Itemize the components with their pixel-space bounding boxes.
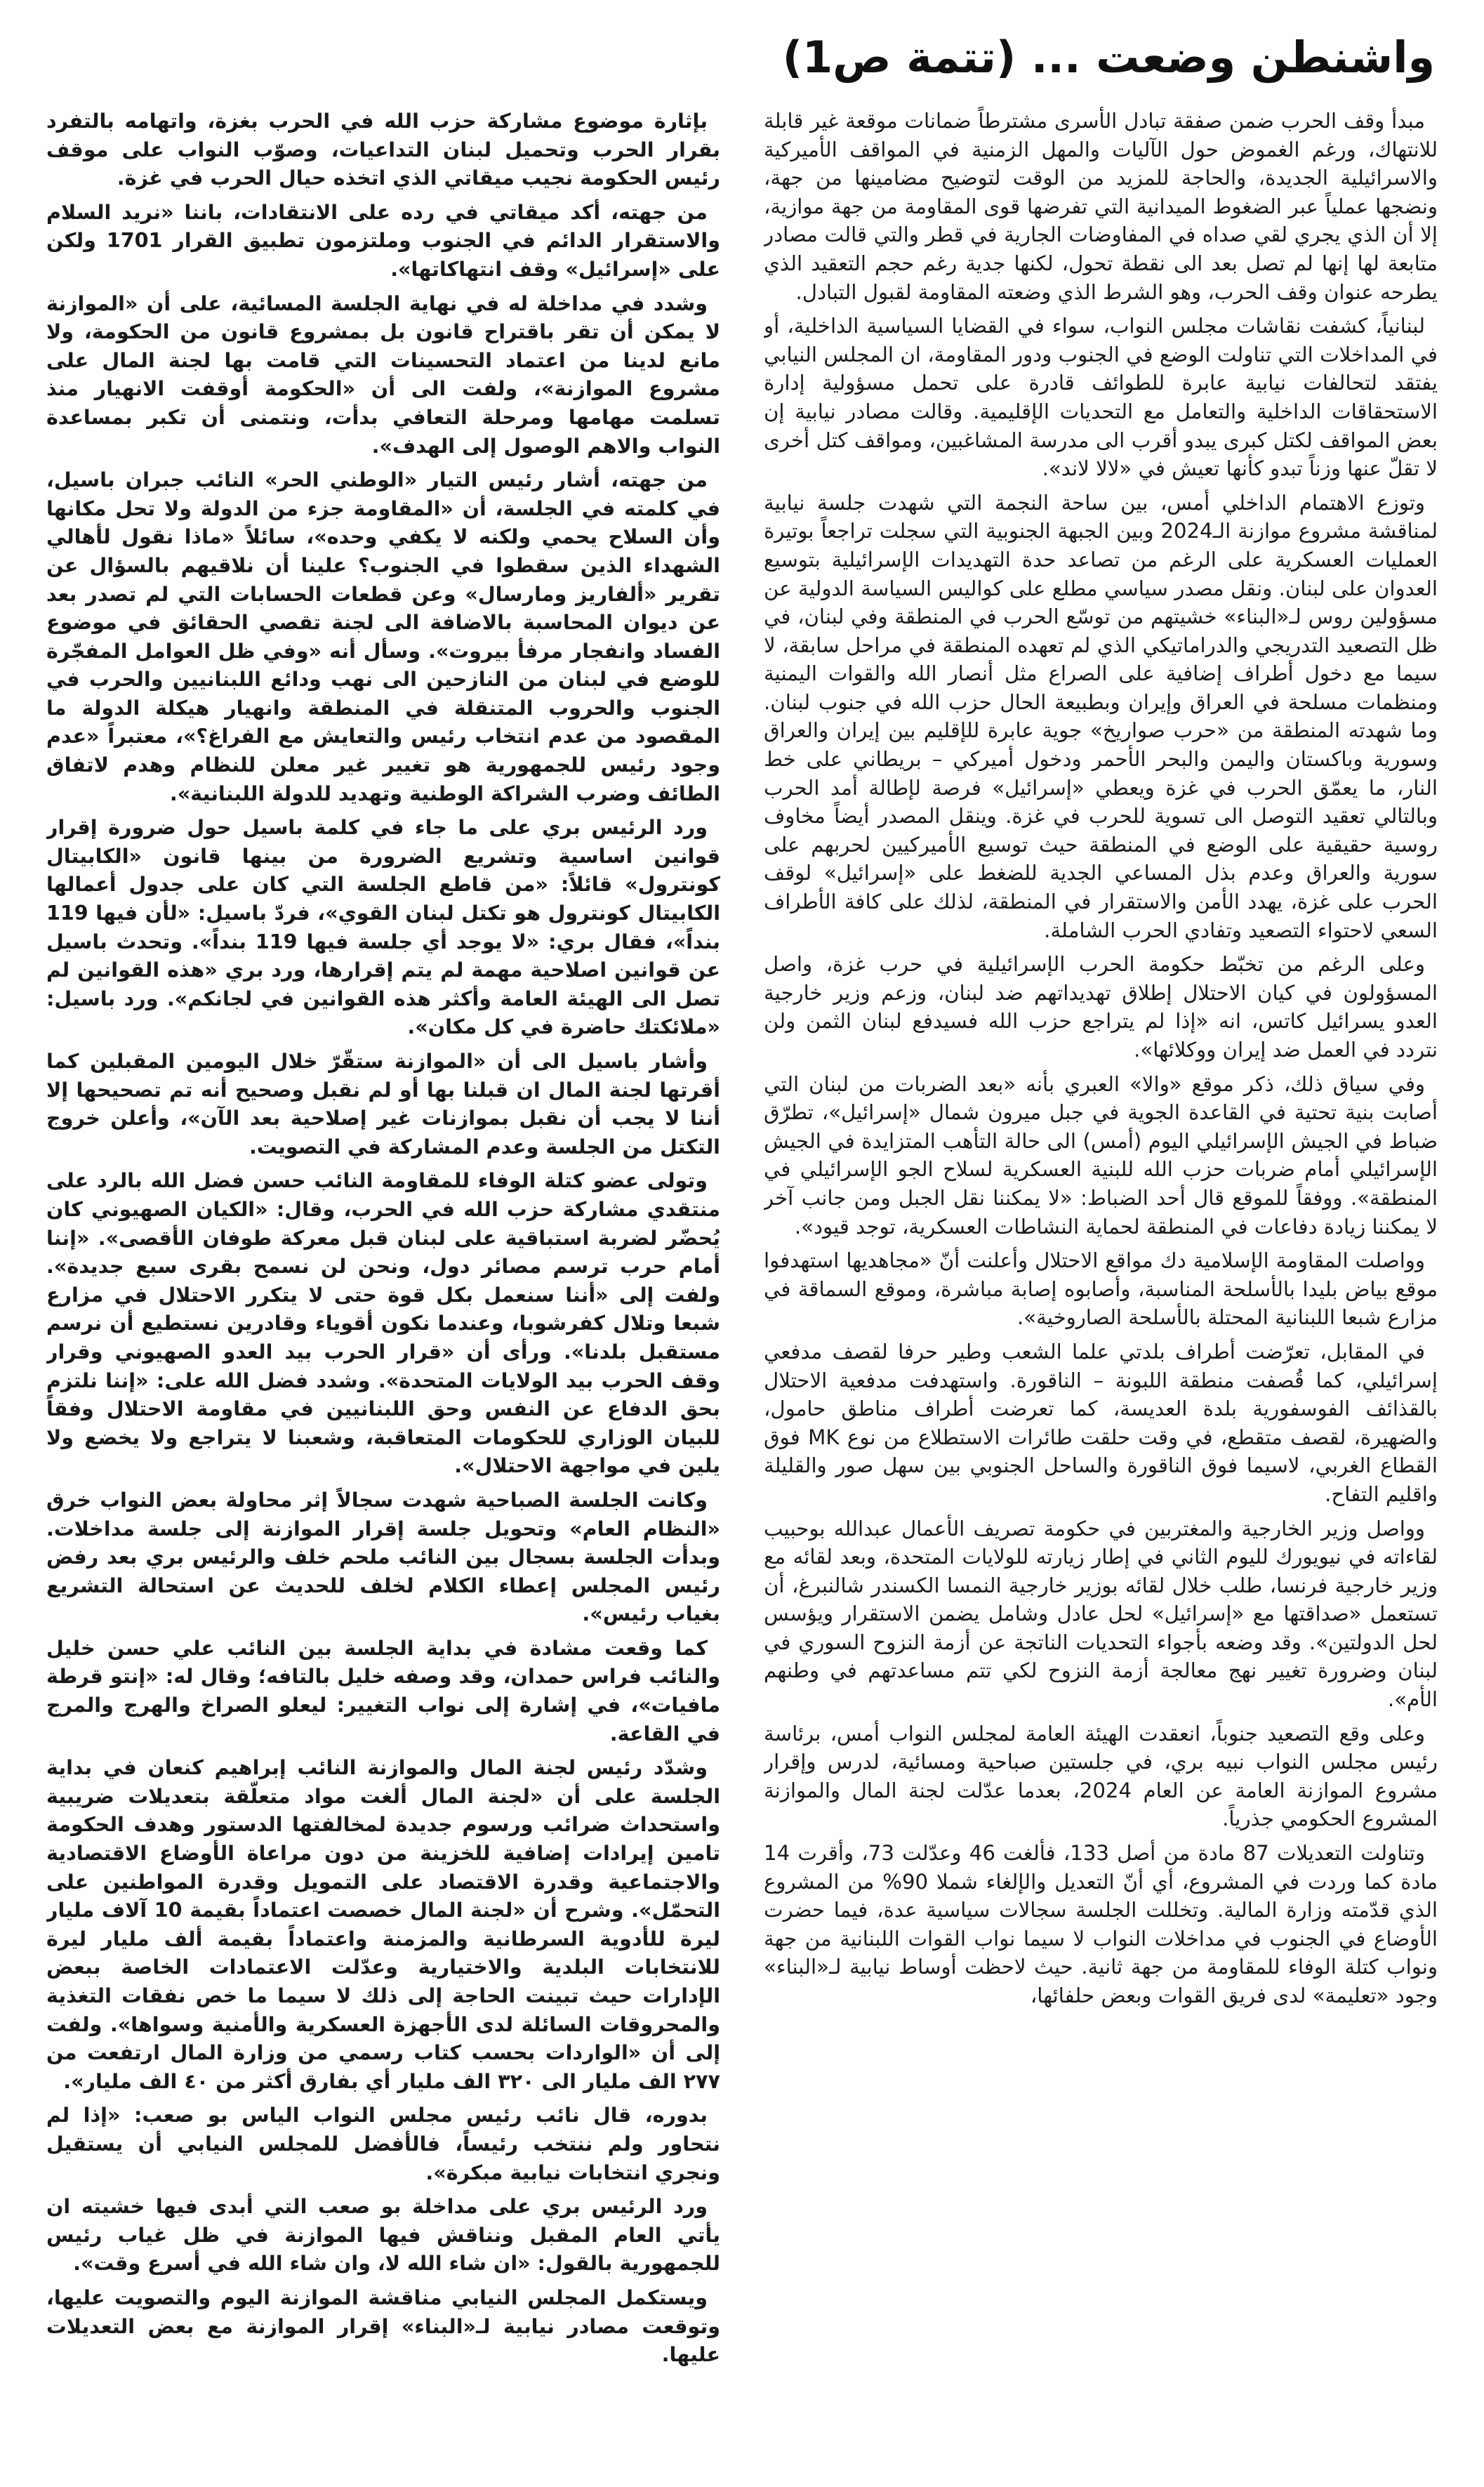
paragraph: وشدّد رئيس لجنة المال والموازنة النائب إبراهيم كنعان في بداية الجلسة على أن «لجنة المال ألغت مواد متعلّقة بتعديلات ضريبية واستحداث ضرائب ورسوم جديدة لمخالفتها الدستور وهدف الحكومة تامين إيرادات إضافية للخزينة من دون مراعاة الأوضاع الاقتصادية والاجتماعية وقدرة الاقتصاد على التمويل وقدرة المواطنين على التحمّل». وشرح أن «لجنة المال خصصت اعتماداً بقيمة 10 آلاف مليار ليرة للأدوية السرطانية والمزمنة واعتماداً بقيمة ألف مليار ليرة للانتخابات البلدية والاختيارية وعدّلت الاعتمادات الخاصة ببعض الإدارات حيث تبينت الحاجة إلى ذلك لا سيما ما خص نفقات التغذية والمحروقات السائلة لدى الأجهزة العسكرية والأمنية وسواها». ولفت إلى أن «الواردات بحسب كتاب رسمي من وزارة المال ارتفعت من ٢٧٧ الف مليار الى ٣٢٠ الف مليار أي بفارق أكثر من ٤٠ الف مليار». (46, 1755, 720, 2093)
paragraph: وشدد في مداخلة له في نهاية الجلسة المسائية، على أن «الموازنة لا يمكن أن تقر باقتراح قانون بل بمشروع قانون من الحكومة، ولا مانع لدينا من اعتماد التحسينات التي قامت بها لجنة المال على مشروع الموازنة»، ولفت الى أن «الحكومة أوقفت الانهيار منذ تسلمت مهامها ومرحلة التعافي بدأت، ونتمنى أن تكبر بمساعدة النواب والاهم الوصول إلى الهدف». (46, 291, 720, 458)
paragraph: وكانت الجلسة الصباحية شهدت سجالاً إثر محاولة بعض النواب خرق «النظام العام» وتحويل جلسة إقرار الموازنة إلى جلسة مداخلات. وبدأت الجلسة بسجال بين النائب ملحم خلف والرئيس بري بعد رفض رئيس المجلس إعطاء الكلام لخلف للحديث عن استحالة التشريع بغياب رئيس». (46, 1487, 720, 1626)
paragraph: وتولى عضو كتلة الوفاء للمقاومة النائب حسن فضل الله بالرد على منتقدي مشاركة حزب الله في الحرب، وقال: «الكيان الصهيوني كان يُحضّر لضربة استباقية على لبنان قبل معركة طوفان الأقصى». «إننا أمام حرب ترسم مصائر دول، ونحن لن نسمح بقرى سبع جديدة». ولفت إلى «أننا سنعمل بكل قوة حتى لا يتكرر الاحتلال في مزارع شبعا وتلال كفرشوبا، وعندما نكون أقوياء وقادرين نستطيع أن نرسم مستقبل بلدنا». ورأى أن «قرار الحرب بيد العدو الصهيوني وقرار وقف الحرب بيد الولايات المتحدة». وشدد فضل الله على: «إننا نلتزم بحق الدفاع عن النفس وحق اللبنانيين في مقاومة الاحتلال وفقاً للبيان الوزاري للحكومات المتعاقبة، وشعبنا لا يتراجع ولا يخضع ولا يلين في مواجهة الاحتلال». (46, 1168, 720, 1478)
left-column (46, 107, 720, 2466)
paragraph: وواصل وزير الخارجية والمغتربين في حكومة تصريف الأعمال عبدالله بوحبيب لقاءاته في نيويورك لليوم الثاني في إطار زيارته للولايات المتحدة، وبعد لقائه مع وزير خارجية فرنسا، طلب خلال لقائه بوزير خارجية النمسا الكسندر شالنبرغ، أن تستعمل «صداقتها مع «إسرائيل» لحل عادل وشامل يضمن الاستقرار ويؤسس لحل الدولتين». وقد وضعه بأجواء التحديات الناتجة عن أزمة النزوح السوري في لبنان وضرورة تغيير نهج معالجة أزمة النزوح لكي تتم مساعدتهم في وطنهم الأم». (764, 1516, 1438, 1712)
paragraph: وأشار باسيل الى أن «الموازنة ستقّرّ خلال اليومين المقبلين كما أقرتها لجنة المال ان قبلنا بها أو لم نقبل وصحيح أنه تم تصحيحها إلا أننا لا يجب أن نقبل بموازنات غير إصلاحية بعد الآن»، وأعلن خروج التكتل من الجلسة وعدم المشاركة في التصويت. (46, 1049, 720, 1159)
paragraph: بإثارة موضوع مشاركة حزب الله في الحرب بغزة، واتهامه بالتفرد بقرار الحرب وتحميل لبنان التداعيات، وصوّب النواب على موقف رئيس الحكومة نجيب ميقاتي الذي اتخذه حيال الحرب في غزة. (46, 109, 720, 190)
paragraph: ويستكمل المجلس النيابي مناقشة الموازنة اليوم والتصويت عليها، وتوقعت مصادر نيابية لـ«البناء» إقرار الموازنة مع بعض التعديلات عليها. (46, 2285, 720, 2367)
article-headline: واشنطن وضعت ... (تتمة ص1) (782, 32, 1435, 83)
article-columns (46, 107, 1438, 2466)
paragraph: وفي سياق ذلك، ذكر موقع «والا» العبري بأنه «بعد الضربات من لبنان التي أصابت بنية تحتية في القاعدة الجوية في جبل ميرون شمال «إسرائيل»، تطرّق ضباط في الجيش الإسرائيلي اليوم (أمس) الى حالة التأهب المتزايدة في الجيش الإسرائيلي أمام ضربات حزب الله للبنية العسكرية لسلاح الجو الإسرائيلي في المنطقة». ووفقاً للموقع قال أحد الضباط: «لا يمكننا نقل الجبل ومن جانب آخر لا يمكننا زيادة دفاعات في المنطقة لحماية النشاطات العسكرية، توجد قيود». (764, 1071, 1438, 1239)
paragraph: من جهته، أكد ميقاتي في رده على الانتقادات، باننا «نريد السلام والاستقرار الدائم في الجنوب وملتزمون تطبيق القرار 1701 ولكن على «إسرائيل» وقف انتهاكاتها». (46, 199, 720, 281)
paragraph: وتناولت التعديلات 87 مادة من أصل 133، فألغت 46 وعدّلت 73، وأقرت 14 مادة كما وردت في المشروع، أي أنّ التعديل والإلغاء شملا 90% من المشروع الذي قدّمته وزارة المالية. وتخللت الجلسة سجالات سياسية عدة، فيما حضرت الأوضاع في الجنوب في مداخلات النواب لا سيما نواب القوات اللبنانية من جهة ونواب كتلة الوفاء للمقاومة من جهة ثانية. حيث لاحظت أوساط نيابية لـ«البناء» وجود «تعليمة» لدى فريق القوات وبعض حلفائها، (764, 1841, 1438, 2007)
right-column (764, 107, 1438, 2466)
paragraph: لبنانياً، كشفت نقاشات مجلس النواب، سواء في القضايا السياسية الداخلية، أو في المداخلات التي تناولت الوضع في الجنوب ودور المقاومة، ان المجلس النيابي يفتقد لتحالفات نيابية عابرة للطوائف قادرة على تحمل مسؤولية إدارة الاستحقاقات الداخلية والتعامل مع التحديات الإقليمية. وقالت مصادر نيابية إن بعض المواقف لكتل كبرى يبدو أقرب الى مدرسة المشاغبين، ومواقف كتل أخرى لا تقلّ عنها وزناً تبدو كأنها تعيش في «لالا لاند». (764, 314, 1438, 481)
paragraph: ورد الرئيس بري على ما جاء في كلمة باسيل حول ضرورة إقرار قوانين اساسية وتشريع الضرورة من بينها قانون «الكابيتال كونترول» قائلاً: «من قاطع الجلسة التي كان على جدول أعمالها الكابيتال كونترول هو تكتل لبنان القوي»، فردّ باسيل: «لأن فيها 119 بنداً»، فقال بري: «لا يوجد أي جلسة فيها 119 بنداً». وتحدث باسيل عن قوانين اصلاحية مهمة لم يتم إقرارها، ورد بري «هذه القوانين لم تصل الى الهيئة العامة وأكثر هذه القوانين في لجانكم». ورد باسيل: «ملائكتك حاضرة في كل مكان». (46, 815, 720, 1039)
paragraph: كما وقعت مشادة في بداية الجلسة بين النائب علي حسن خليل والنائب فراس حمدان، وقد وصفه خليل بالتافه؛ وقال له: «إنتو قرطة مافيات»، في إشارة إلى نواب التغيير: ليعلو الصراخ والهرج والمرج في القاعة. (46, 1635, 720, 1746)
paragraph: وعلى وقع التصعيد جنوباً، انعقدت الهيئة العامة لمجلس النواب أمس، برئاسة رئيس مجلس النواب نبيه بري، في جلستين صباحية ومسائية، لدرس وإقرار مشروع الموازنة العامة عن العام 2024، بعدما عدّلت لجنة المال والموازنة المشروع الحكومي جذرياً. (764, 1721, 1438, 1831)
paragraph: وتوزع الاهتمام الداخلي أمس، بين ساحة النجمة التي شهدت جلسة نيابية لمناقشة مشروع موازنة الـ2024 وبين الجبهة الجنوبية التي سجلت تراجعاً بوتيرة العمليات العسكرية على الرغم من تصاعد حدة التهديدات الإسرائيلية بتوسيع العدوان على لبنان. ونقل مصدر سياسي مطلع على كواليس السياسة الدولية عن مسؤولين روس لـ«البناء» خشيتهم من توسّع الحرب في المنطقة وفي لبنان، في ظل التصعيد التدريجي والدراماتيكي الذي لم تعهده المنطقة في مراحل سابقة، لا سيما مع دخول أطراف إضافية على الصراع مثل أنصار الله والقوات اليمنية ومنظمات مسلحة في العراق وإيران وبطبيعة الحال حزب الله في جنوب لبنان. وما شهدته المنطقة من «حرب صواريخ» جوية عابرة للإقليم بين إيران والعراق وسورية وباكستان واليمن والبحر الأحمر ودخول أميركي – بريطاني على خط النار، ما يعمّق الحرب في غزة ويعطي «إسرائيل» فرصة لإطالة أمد الحرب وبالتالي تعقيد التوصل الى تسوية للحرب في غزة. وينقل المصدر أيضاً مخاوف روسية حقيقية على الوضع في المنطقة حيث توسيع الأميركيين لحربهم على سورية والعراق وعدم بذل المساعي الجدية للضغط على «إسرائيل» لوقف الحرب على غزة، يهدد الأمن والاستقرار في المنطقة، لذلك على كافة الأطراف السعي لاحتواء التصعيد وتفادي الحرب الشاملة. (764, 490, 1438, 942)
paragraph: مبدأ وقف الحرب ضمن صفقة تبادل الأسرى مشترطاً ضمانات موقعة غير قابلة للانتهاك، ورغم الغموض حول الآليات والمهل الزمنية في المواقف الأميركية والاسرائيلية الجديدة، والحاجة للمزيد من الوقت لتوضيح مضامينها من جهة، ونضجها عملياً عبر الضغوط الميدانية التي تفرضها قوى المقاومة من جهة موازية، إلا أن الذي يجري لقي صداه في المفاوضات الجارية في قطر والتي قالت مصادر متابعة لها إنها لم تصل بعد الى نقطة تحول، لكنها جدية رغم حجم التعقيد الذي يطرحه عنوان وقف الحرب، وهو الشرط الذي وضعته المقاومة لقبول التبادل. (764, 109, 1438, 304)
paragraph: من جهته، أشار رئيس التيار «الوطني الحر» النائب جبران باسيل، في كلمته في الجلسة، أن «المقاومة جزء من الدولة ولا تحل مكانها وأن السلاح يحمي ولكنه لا يكفي وحده»، سائلاً «ماذا نقول لأهالي الشهداء الذين سقطوا في الجنوب؟ علينا أن نلاقيهم بالسؤال عن تقرير «ألفاريز ومارسال» وعن قطعات الحسابات التي لم تصدر بعد عن ديوان المحاسبة بالاضافة الى لجنة تقصي الحقائق في موضوع الفساد وانفجار مرفأ بيروت». وسأل أنه «وفي ظل العوامل المفجّرة للوضع في لبنان من النازحين الى نهب ودائع اللبنانيين والحرب في الجنوب والحروب المتنقلة في المنطقة وانهيار هيكلة الدولة ما المقصود من عدم انتخاب رئيس والتعايش مع الفراغ؟»، معتبراً «عدم وجود رئيس للجمهورية هو تغيير غير معلن للنظام وهدم لاتفاق الطائف وضرب الشراكة الوطنية وتهديد للدولة اللبنانية». (46, 468, 720, 805)
paragraph: بدوره، قال نائب رئيس مجلس النواب الياس بو صعب: «إذا لم نتحاور ولم ننتخب رئيساً، فالأفضل للمجلس النيابي أن يستقيل ونجري انتخابات نيابية مبكرة». (46, 2103, 720, 2184)
paragraph: ورد الرئيس بري على مداخلة بو صعب التي أبدى فيها خشيته ان يأتي العام المقبل ونناقش فيها الموازنة في ظل غياب رئيس للجمهورية بالقول: «ان شاء الله لا، وان شاء الله في أسرع وقت». (46, 2194, 720, 2276)
paragraph: في المقابل، تعرّضت أطراف بلدتي علما الشعب وطير حرفا لقصف مدفعي إسرائيلي، كما قُصفت منطقة اللبونة – الناقورة. واستهدفت مدفعية الاحتلال بالقذائف الفوسفورية بلدة العديسة، كما تعرضت أطراف مناطق حامول، والضهيرة، لقصف متقطع، في وقت حلقت طائرات الاستطلاع من نوع MK فوق القطاع الغربي، لاسيما فوق الناقورة والساحل الجنوبي بين سهل صور والقليلة واقليم التفاح. (764, 1339, 1438, 1506)
paragraph: وعلى الرغم من تخبّط حكومة الحرب الإسرائيلية في حرب غزة، واصل المسؤولون في كيان الاحتلال إطلاق تهديداتهم ضد لبنان، وزعم وزير خارجية العدو يسرائيل كاتس، انه «إذا لم يتراجع حزب الله فسيدفع لبنان الثمن ولن نتردد في العمل ضد إيران ووكلائها». (764, 952, 1438, 1062)
paragraph: وواصلت المقاومة الإسلامية دك مواقع الاحتلال وأعلنت أنّ «مجاهديها استهدفوا موقع بياض بليدا بالأسلحة المناسبة، وأصابوه إصابة مباشرة، وموقع السماقة في مزارع شبعا اللبنانية المحتلة بالأسلحة الصاروخية». (764, 1248, 1438, 1330)
